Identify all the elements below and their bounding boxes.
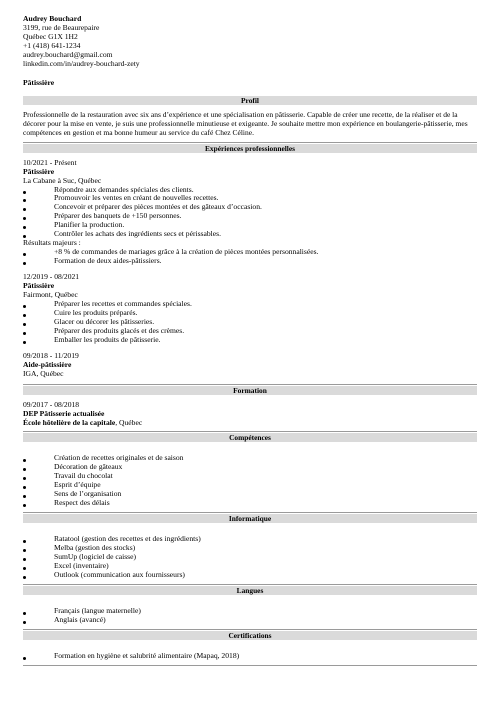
job-dates: 10/2021 - Présent (23, 157, 77, 167)
list-item: Anglais (avancé) (23, 616, 477, 625)
job-title: Pâtissière (23, 77, 55, 87)
job-dates: 09/2018 - 11/2019 (23, 350, 79, 360)
job-entry (23, 159, 477, 266)
languages-heading: Langues (23, 586, 477, 595)
list-item: SumUp (logiciel de caisse) (23, 553, 477, 562)
education-dates: 09/2017 - 08/2018 (23, 399, 80, 409)
skills-heading: Compétences (23, 433, 477, 442)
experience-heading: Expériences professionnelles (23, 144, 477, 153)
list-item: Formation en hygiène et salubrité alimentaire (Mapaq, 2018) (23, 652, 477, 661)
education-heading: Formation (23, 386, 477, 395)
list-item: Esprit d’équipe (23, 481, 477, 490)
contact-block (23, 15, 477, 69)
list-item: Emballer les produits de pâtisserie. (23, 336, 477, 345)
job-duties-list (23, 186, 477, 240)
school-city: , Québec (115, 417, 143, 427)
profile-heading: Profil (23, 96, 477, 105)
list-item: Sens de l’organisation (23, 490, 477, 499)
list-item: Contrôler les achats des ingrédients secs et périssables. (23, 230, 477, 239)
list-item: Création de recettes originales et de saison (23, 454, 477, 463)
job-title: Aide-pâtissière (23, 359, 72, 369)
job-entry (23, 352, 477, 379)
job-title: Pâtissière (23, 281, 55, 291)
city-postal: Québec G1X 1H2 (23, 31, 78, 41)
job-company: Fairmont, Québec (23, 290, 78, 300)
job-company: La Cabane à Suc, Québec (23, 175, 102, 185)
list-item: Préparer des banquets de +150 personnes. (23, 212, 477, 221)
email-address[interactable]: audrey.bouchard@gmail.com (23, 49, 113, 59)
phone-number: +1 (418) 641-1234 (23, 40, 81, 50)
list-item: Planifier la production. (23, 221, 477, 230)
list-item: Répondre aux demandes spéciales des clients. (23, 186, 477, 195)
list-item: Ratatool (gestion des recettes et des ingrédients) (23, 535, 477, 544)
languages-list (23, 607, 477, 625)
degree-name: DEP Pâtisserie actualisée (23, 408, 105, 418)
school-line (23, 419, 477, 428)
certifications-divider (23, 665, 477, 666)
candidate-name: Audrey Bouchard (23, 14, 82, 23)
list-item: Excel (inventaire) (23, 562, 477, 571)
street-address: 3199, rue de Beaurepaire (23, 22, 100, 32)
results-label: Résultats majeurs : (23, 238, 81, 248)
job-title: Pâtissière (23, 166, 55, 176)
list-item: Respect des délais (23, 499, 477, 508)
list-item: Glacer ou décorer les pâtisseries. (23, 318, 477, 327)
certifications-list (23, 652, 477, 661)
list-item: Travail du chocolat (23, 472, 477, 481)
list-item: Français (langue maternelle) (23, 607, 477, 616)
list-item: Préparer les recettes et commandes spéciales. (23, 300, 477, 309)
job-entry (23, 273, 477, 345)
linkedin-url[interactable]: linkedin.com/in/audrey-bouchard-zety (23, 58, 140, 68)
it-heading: Informatique (23, 514, 477, 523)
list-item: Décoration de gâteaux (23, 463, 477, 472)
job-results-list (23, 248, 477, 266)
list-item: Cuire les produits préparés. (23, 309, 477, 318)
skills-list (23, 454, 477, 508)
job-dates: 12/2019 - 08/2021 (23, 272, 80, 282)
school-name: École hôtelière de la capitale (23, 417, 116, 427)
it-list (23, 535, 477, 580)
job-duties-list (23, 300, 477, 345)
list-item: Préparer des produits glacés et des crèmes. (23, 327, 477, 336)
list-item: Promouvoir les ventes en créant de nouvelles recettes. (23, 194, 477, 203)
job-company: IGA, Québec (23, 368, 64, 378)
list-item: Formation de deux aides-pâtissiers. (23, 257, 477, 266)
list-item: +8 % de commandes de mariages grâce à la création de pièces montées personnalisées. (23, 248, 477, 257)
certifications-heading: Certifications (23, 631, 477, 640)
education-entry (23, 401, 477, 428)
list-item: Outlook (communication aux fournisseurs) (23, 571, 477, 580)
profile-summary: Professionnelle de la restauration avec six ans d’expérience et une spécialisation en pâtisserie. Capable de créer une recette, de la réaliser et de la décorer pour la mise en vente, je suis une professionnelle minutieuse et exigeante. Je souhaite mettre mon expérience en boulangerie-pâtisserie, mes compétences en gestion et ma bonne humeur au service du café Chez Céline. (23, 109, 468, 137)
list-item: Melba (gestion des stocks) (23, 544, 477, 553)
list-item: Concevoir et préparer des pièces montées et des gâteaux d’occasion. (23, 203, 477, 212)
